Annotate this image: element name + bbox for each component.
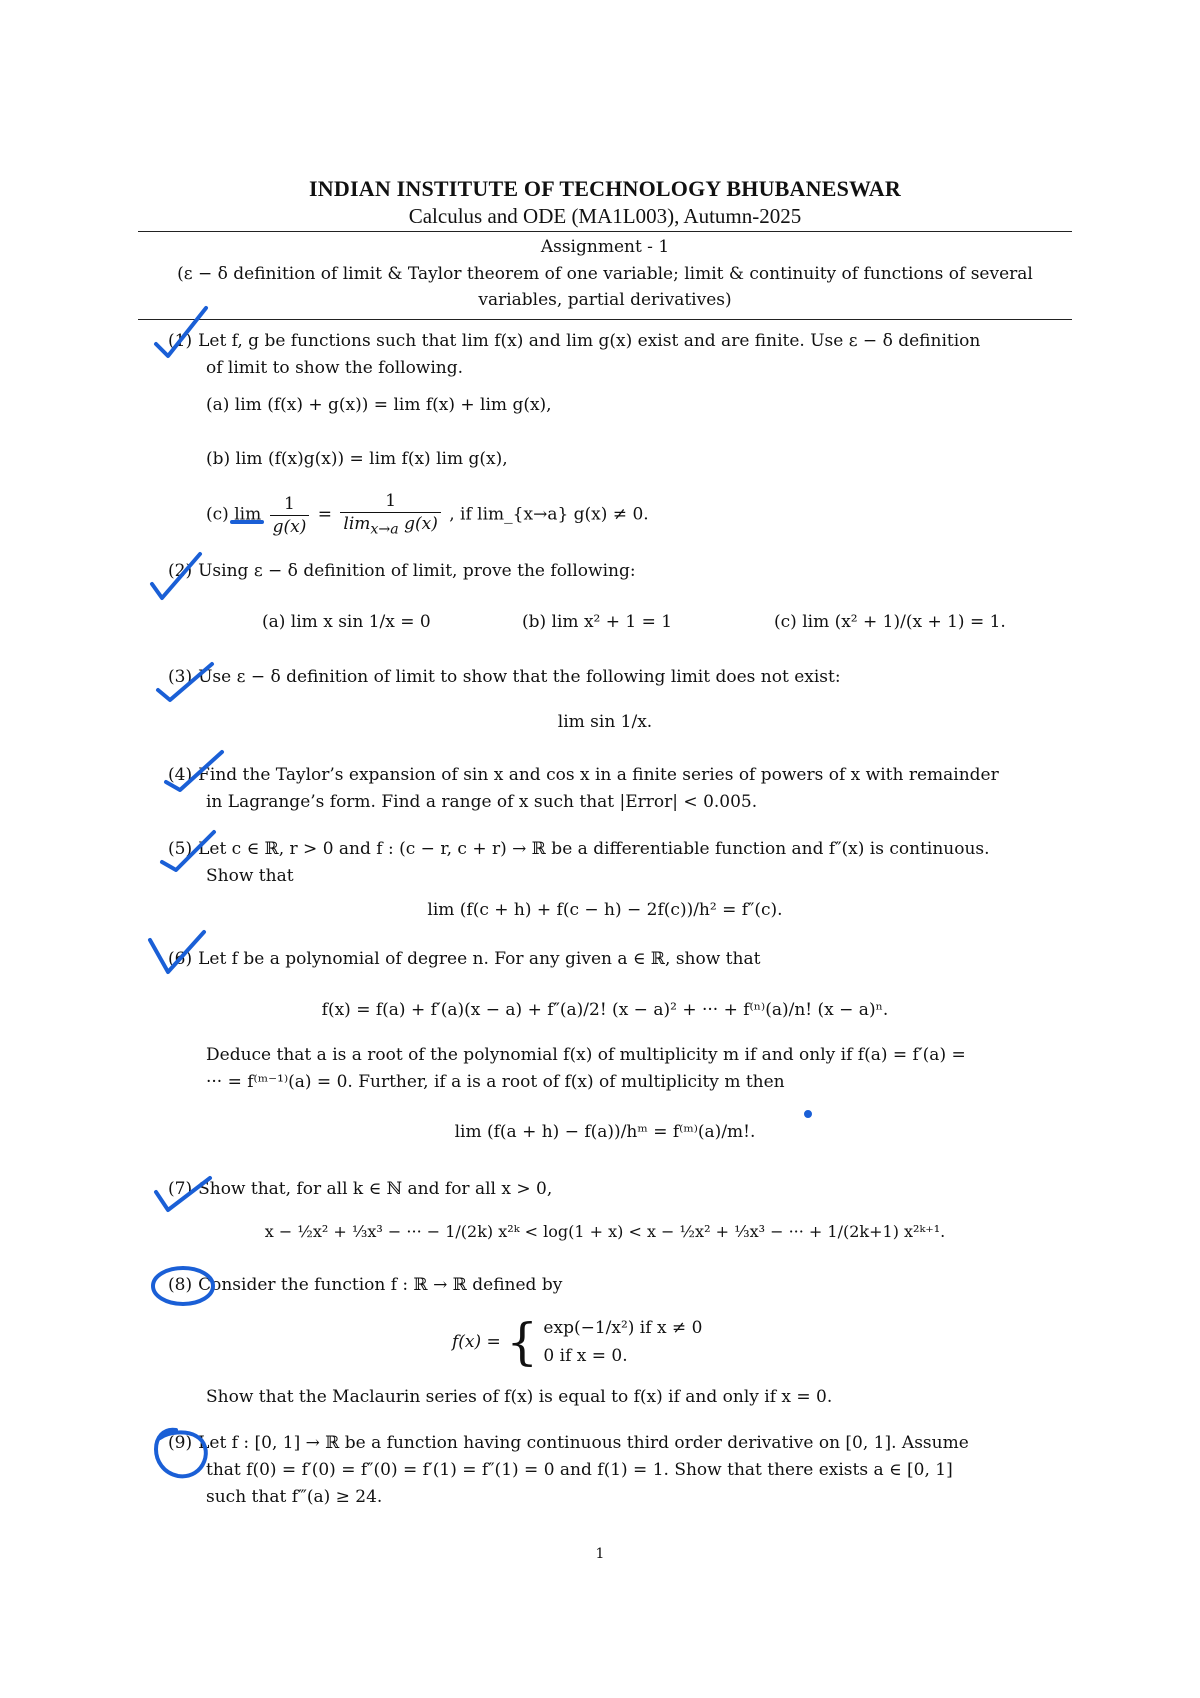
question-number: (2) (168, 561, 193, 581)
question-number: (5) (168, 839, 193, 859)
question-1-intro-2: of limit to show the following. (206, 358, 464, 378)
question-9-line-3: such that f‴(a) ≥ 24. (206, 1487, 383, 1507)
question-7-line-1: Show that, for all k ∈ ℕ and for all x > 0, (198, 1179, 553, 1199)
question-3-expression: lim sin 1/x. (557, 712, 653, 732)
question-7 (138, 1176, 1072, 1203)
question-2-part-c: (c) lim (x² + 1)/(x + 1) = 1. (774, 612, 1006, 632)
page-number: 1 (595, 1546, 605, 1562)
question-8-line-2: Show that the Maclaurin series of f(x) is equal to f(x) if and only if x = 0. (206, 1387, 833, 1407)
question-6 (138, 946, 1072, 973)
question-1-part-c: (c) lim $\frac{1}{g(x)}$ = $\frac{1}{\lim_{x\to a} g(x)}$ , if lim_{x→a} g(x) ≠ 0. (206, 490, 1072, 540)
question-8-case-1: exp(−1/x²) if x ≠ 0 (543, 1318, 703, 1338)
question-6-expression-1: f(x) = f(a) + f′(a)(x − a) + f″(a)/2! (x − a)² + ··· + f⁽ⁿ⁾(a)/n! (x − a)ⁿ. (321, 1000, 889, 1020)
question-8-case-2: 0 if x = 0. (543, 1346, 628, 1366)
assignment-topics (138, 261, 1072, 313)
fraction: $\frac{1}{\lim_{x\to a} g(x)}$ (340, 490, 440, 540)
question-number: (1) (168, 331, 193, 351)
question-6-expression-2: lim (f(a + h) − f(a))/hᵐ = f⁽ᵐ⁾(a)/m!. (454, 1122, 756, 1142)
question-1-part-c-tail: , if lim_{x→a} g(x) ≠ 0. (449, 504, 649, 525)
question-2-intro: Using ε − δ definition of limit, prove the following: (198, 561, 636, 581)
question-8-piecewise: f(x) = { exp(−1/x²) if x ≠ 0 0 if x = 0. (452, 1313, 703, 1371)
question-5-line-2: Show that (206, 866, 294, 886)
assignment-title: Assignment - 1 (540, 237, 670, 257)
question-9 (138, 1430, 1072, 1511)
question-9-line-2: that f(0) = f′(0) = f″(0) = f′(1) = f″(1) = 0 and f(1) = 1. Show that there exists a ∈ [0, 1] (206, 1460, 953, 1480)
question-1 (138, 328, 1072, 382)
ink-dot (806, 1112, 810, 1116)
question-number: (4) (168, 765, 193, 785)
question-number: (7) (168, 1179, 193, 1199)
question-6-line-1: Let f be a polynomial of degree n. For any given a ∈ ℝ, show that (198, 949, 761, 969)
document-header (138, 176, 1072, 229)
topics-line-1: (ε − δ definition of limit & Taylor theorem of one variable; limit & continuity of functions of several (177, 264, 1033, 284)
question-4-line-1: Find the Taylor’s expansion of sin x and cos x in a finite series of powers of x with remainder (198, 765, 999, 785)
question-5 (138, 836, 1072, 890)
question-8 (138, 1272, 1072, 1299)
question-6-line-2: Deduce that a is a root of the polynomial f(x) of multiplicity m if and only if f(a) = f′(a) = (206, 1045, 966, 1065)
question-1-intro: Let f, g be functions such that lim f(x) and lim g(x) exist and are finite. Use ε − δ definition (198, 331, 981, 351)
question-number: (8) (168, 1275, 193, 1295)
question-5-expression: lim (f(c + h) + f(c − h) − 2f(c))/h² = f″(c). (427, 900, 783, 920)
question-4-line-2: in Lagrange’s form. Find a range of x such that |Error| < 0.005. (206, 792, 758, 812)
question-7-expression: x − ½x² + ⅓x³ − ··· − 1/(2k) x²ᵏ < log(1 + x) < x − ½x² + ⅓x³ − ··· + 1/(2k+1) x²ᵏ⁺¹. (264, 1222, 946, 1241)
question-8-line-1: Consider the function f : ℝ → ℝ defined by (198, 1275, 563, 1295)
topics-line-2: variables, partial derivatives) (478, 290, 732, 310)
course-title: Calculus and ODE (MA1L003), Autumn-2025 (408, 204, 802, 228)
question-3 (138, 664, 1072, 691)
question-2-part-b: (b) lim x² + 1 = 1 (522, 612, 673, 632)
question-number: (3) (168, 667, 193, 687)
question-2 (138, 558, 1072, 585)
question-1-part-b: (b) lim (f(x)g(x)) = lim f(x) lim g(x), (206, 449, 508, 469)
fraction: $\frac{1}{g(x)}$ (270, 493, 310, 538)
question-number: (6) (168, 949, 193, 969)
question-5-line-1: Let c ∈ ℝ, r > 0 and f : (c − r, c + r) → ℝ be a differentiable function and f″(x) is continuous. (198, 839, 990, 859)
question-1-part-a: (a) lim (f(x) + g(x)) = lim f(x) + lim g(x), (206, 395, 552, 415)
question-3-intro: Use ε − δ definition of limit to show that the following limit does not exist: (198, 667, 841, 687)
header-rule-top (138, 231, 1072, 232)
header-rule-bottom (138, 319, 1072, 320)
question-9-line-1: Let f : [0, 1] → ℝ be a function having continuous third order derivative on [0, 1]. Assume (198, 1433, 969, 1453)
question-number: (9) (168, 1433, 193, 1453)
question-1-part-c-label: (c) lim (206, 504, 262, 525)
question-4 (138, 762, 1072, 816)
question-2-part-a: (a) lim x sin 1/x = 0 (262, 612, 431, 632)
question-6-line-3: ··· = f⁽ᵐ⁻¹⁾(a) = 0. Further, if a is a root of f(x) of multiplicity m then (206, 1072, 785, 1092)
institute-title: INDIAN INSTITUTE OF TECHNOLOGY BHUBANESWAR (309, 176, 901, 201)
